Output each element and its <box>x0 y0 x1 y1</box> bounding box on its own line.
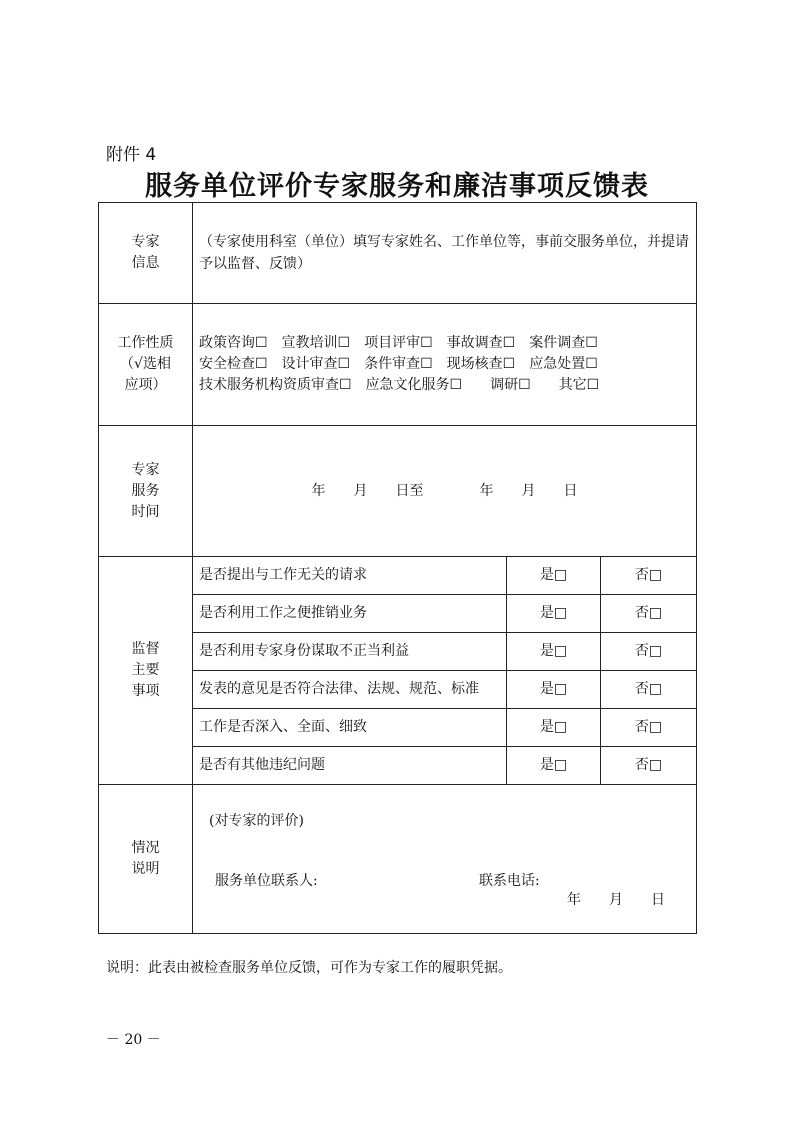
remarks-note: (对专家的评价) <box>209 813 304 829</box>
work-nature-label-line3: 应项） <box>124 377 167 393</box>
service-time-field[interactable] <box>193 426 697 557</box>
service-time-text: 年 月 日至 年 月 日 <box>311 482 578 499</box>
no-checkbox[interactable]: 否□ <box>601 671 697 709</box>
work-nature-options-line[interactable]: 政策咨询☐ 宣教培训☐ 项目评审☐ 事故调查☐ 案件调查☐ <box>199 335 598 351</box>
remarks-label <box>99 785 193 934</box>
work-nature-label-line1: 工作性质 <box>117 335 174 351</box>
yes-checkbox[interactable]: 是□ <box>507 747 601 785</box>
remarks-field[interactable] <box>193 785 697 934</box>
work-nature-label-line2: （√选相 <box>120 356 171 372</box>
supervision-question: 工作是否深入、全面、细致 <box>193 709 507 747</box>
supervision-question: 是否有其他违纪问题 <box>193 747 507 785</box>
remarks-label-line1: 情况 <box>131 840 160 856</box>
expert-info-label-line2: 信息 <box>131 255 160 271</box>
work-nature-label <box>99 304 193 426</box>
no-checkbox[interactable]: 否□ <box>601 557 697 595</box>
expert-info-label-line1: 专家 <box>131 234 160 250</box>
yes-checkbox[interactable]: 是□ <box>507 671 601 709</box>
page-number: － 20 － <box>106 1032 161 1048</box>
contact-person-label: 服务单位联系人: <box>215 873 318 889</box>
feedback-form-table <box>98 202 697 934</box>
expert-info-text: （专家使用科室（单位）填写专家姓名、工作单位等，事前交服务单位，并提请予以监督、反馈） <box>199 234 689 272</box>
form-title: 服务单位评价专家服务和廉洁事项反馈表 <box>145 171 649 202</box>
remarks-date: 年 月 日 <box>567 892 665 908</box>
supervision-question: 是否提出与工作无关的请求 <box>193 557 507 595</box>
contact-phone-label: 联系电话: <box>479 873 540 889</box>
work-nature-options-line[interactable]: 技术服务机构资质审查☐ 应急文化服务☐ 调研☐ 其它☐ <box>199 377 600 393</box>
yes-checkbox[interactable]: 是□ <box>507 633 601 671</box>
supervision-label-line2: 主要 <box>131 662 160 678</box>
supervision-label-line1: 监督 <box>131 641 160 657</box>
expert-info-label <box>99 203 193 304</box>
no-checkbox[interactable]: 否□ <box>601 595 697 633</box>
service-time-row <box>99 426 697 557</box>
service-time-label-line3: 时间 <box>131 503 160 520</box>
yes-checkbox[interactable]: 是□ <box>507 557 601 595</box>
no-checkbox[interactable]: 否□ <box>601 747 697 785</box>
supervision-row <box>99 557 697 595</box>
supervision-question: 发表的意见是否符合法律、法规、规范、标准 <box>193 671 507 709</box>
remarks-row <box>99 785 697 934</box>
expert-info-row <box>99 203 697 304</box>
work-nature-options[interactable] <box>193 304 697 426</box>
attachment-label: 附件 4 <box>106 145 157 165</box>
supervision-question: 是否利用专家身份谋取不正当利益 <box>193 633 507 671</box>
no-checkbox[interactable]: 否□ <box>601 633 697 671</box>
supervision-question: 是否利用工作之便推销业务 <box>193 595 507 633</box>
supervision-label-line3: 事项 <box>131 683 160 699</box>
yes-checkbox[interactable]: 是□ <box>507 595 601 633</box>
expert-info-field[interactable] <box>193 203 697 304</box>
footnote: 说明：此表由被检查服务单位反馈，可作为专家工作的履职凭据。 <box>106 960 512 976</box>
remarks-label-line2: 说明 <box>131 861 160 877</box>
work-nature-row <box>99 304 697 426</box>
no-checkbox[interactable]: 否□ <box>601 709 697 747</box>
service-time-label-line2: 服务 <box>131 482 160 499</box>
service-time-label <box>99 426 193 557</box>
work-nature-options-line[interactable]: 安全检查☐ 设计审查☐ 条件审查☐ 现场核查☐ 应急处置☐ <box>199 356 598 372</box>
supervision-label <box>99 557 193 785</box>
service-time-label-line1: 专家 <box>131 461 160 478</box>
yes-checkbox[interactable]: 是□ <box>507 709 601 747</box>
